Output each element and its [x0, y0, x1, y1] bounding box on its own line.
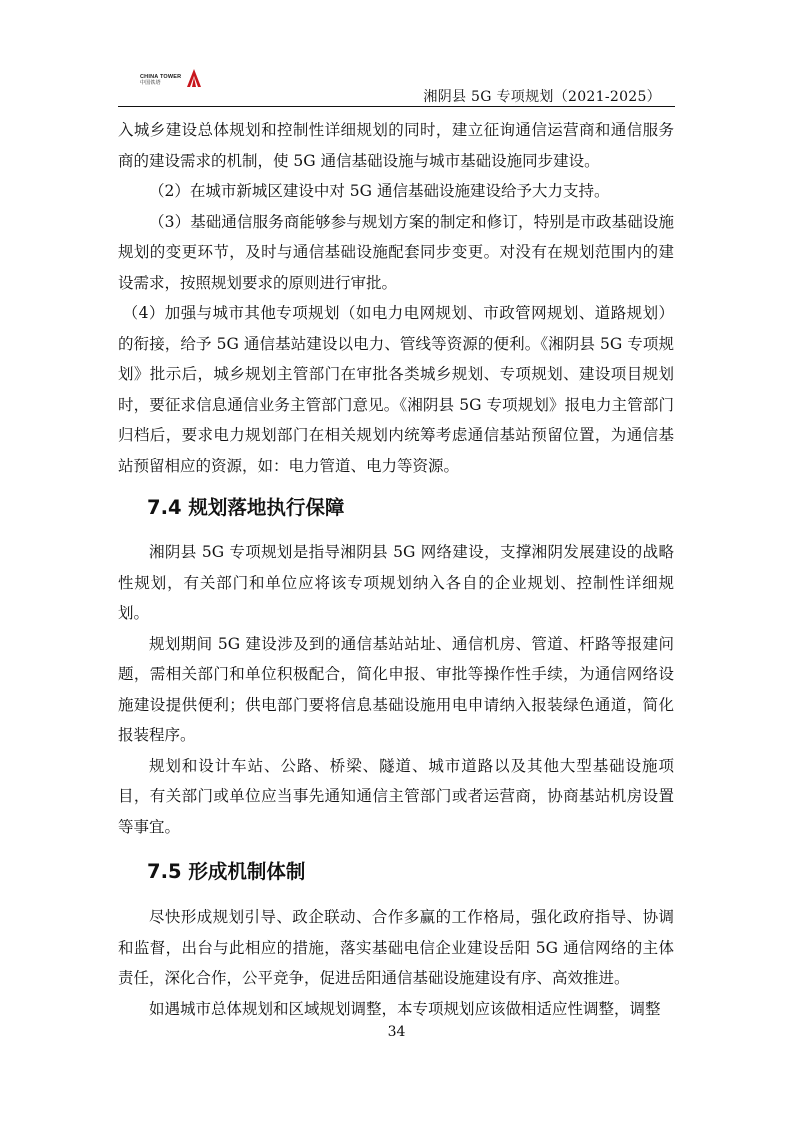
china-tower-logo [140, 68, 202, 90]
page-body [118, 115, 674, 1024]
paragraph: （4）加强与城市其他专项规划（如电力电网规划、市政管网规划、道路规划）的衔接，给予 5G 通信基站建设以电力、管线等资源的便利。《湘阴县 5G 专项规划》批示后，城乡规划主管部门在审批各类城乡规划、专项规划、建设项目规划时，要征求信息通信业务主管部门意见。《湘阴县 5G 专项规划》报电力主管部门归档后，要求电力规划部门在相关规划内统筹考虑通信基站预留位置，为通信基站预留相应的资源，如：电力管道、电力等资源。 [118, 304, 674, 475]
paragraph: 规划和设计车站、公路、桥梁、隧道、城市道路以及其他大型基础设施项目，有关部门或单位应当事先通知通信主管部门或者运营商，协商基站机房设置等事宜。 [118, 756, 674, 836]
paragraph: （3）基础通信服务商能够参与规划方案的制定和修订，特别是市政基础设施规划的变更环节，及时与通信基础设施配套同步变更。对没有在规划范围内的建设需求，按照规划要求的原则进行审批。 [118, 212, 674, 292]
section-heading-7-5: 7.5 形成机制体制 [147, 860, 306, 883]
tower-icon [186, 68, 202, 88]
logo-text: CHINA TOWER [140, 74, 182, 80]
header-divider [118, 106, 675, 107]
page-number: 34 [387, 1024, 406, 1040]
paragraph: （2）在城市新城区建设中对 5G 通信基础设施建设给予大力支持。 [149, 182, 610, 200]
paragraph: 湘阴县 5G 专项规划是指导湘阴县 5G 网络建设，支撑湘阴发展建设的战略性规划，有关部门和单位应将该专项规划纳入各自的企业规划、控制性详细规划。 [118, 543, 674, 622]
section-heading-7-4: 7.4 规划落地执行保障 [147, 496, 345, 519]
paragraph: 尽快形成规划引导、政企联动、合作多赢的工作格局，强化政府指导、协调和监督，出台与此相应的措施，落实基础电信企业建设岳阳 5G 通信网络的主体责任，深化合作，公平竞争，促进岳阳通信基础设施建设有序、高效推进。 [118, 908, 674, 987]
paragraph: 入城乡建设总体规划和控制性详细规划的同时，建立征询通信运营商和通信服务商的建设需求的机制，使 5G 通信基础设施与城市基础设施同步建设。 [118, 121, 674, 170]
paragraph: 规划期间 5G 建设涉及到的通信基站站址、通信机房、管道、杆路等报建问题，需相关部门和单位积极配合，简化申报、审批等操作性手续，为通信网络设施建设提供便利；供电部门要将信息基础设施用电申请纳入报装绿色通道，简化报装程序。 [118, 634, 674, 744]
paragraph: 如遇城市总体规划和区域规划调整，本专项规划应该做相适应性调整，调整 [149, 999, 661, 1018]
header-title: 湘阴县 5G 专项规划（2021-2025） [423, 89, 661, 105]
logo-subtext: 中国铁塔 [140, 80, 161, 86]
